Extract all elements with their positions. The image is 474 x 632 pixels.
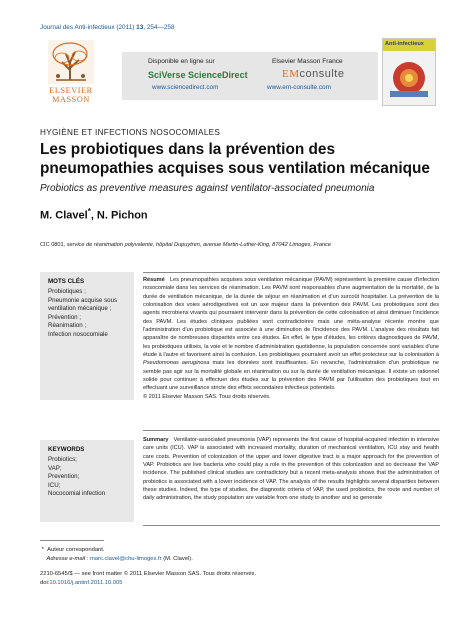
journal-name: Journal des Anti-infectieux (2011) [40,24,135,31]
available-online-text: Disponible en ligne sur [148,58,215,65]
sciverse-brand: SciVerse ScienceDirect [148,70,248,80]
doi-line: doi:10.1016/j.antinf.2011.10.005 [40,579,123,586]
availability-box [122,52,378,100]
abstract-top-rule [143,272,440,273]
abstract-mid-rule [143,430,440,431]
keyword-item: Probiotics; [48,456,77,463]
em-consulte-link[interactable]: www.em-consulte.com [267,84,331,91]
journal-reference [40,24,175,31]
article-title-en: Probiotics as preventive measures against ventilator-associated pneumonia [40,183,375,194]
journal-volume: 13 [136,24,144,31]
abstract-fr [143,276,439,401]
keyword-item: VAP; [48,464,62,472]
abstract-bottom-rule [143,525,440,526]
publisher-header [40,38,436,106]
elsevier-tree-icon [48,40,94,84]
keywords-fr-list [48,288,132,339]
issn-line: 2210-6545/$ — see front matter © 2011 Elsevier Masson SAS. Tous droits réservés. [40,571,257,577]
em-consulte-brand: EMconsulte [282,68,345,80]
keyword-item: Pneumonie acquise sous ventilation mécanique ; [48,296,118,312]
author-list [40,207,148,222]
author-pichon[interactable]: , N. Pichon [90,209,148,222]
elsevier-logo [40,38,102,106]
abstract-fr-body: Les pneumopathies acquises sous ventilation mécanique (PAVM) représentent la première cause d'infection nosocomiale dans les services de réanimation. Les PAVM sont responsables d'une augmentation de la mortalité, de la durée de ventilation mécanique, de la durée de séjour en réanimation et d'un surcoût hospitalier. La prévention de la colonisation des voies aérodigestives est un axe majeur dans la prévention des PAVM. Les probiotiques sont des agents microbiens vivants qui pourraient intervenir dans la prévention de cette colonisation et ainsi diminuer l'incidence des PAVM. Les études cliniques publiées sont contradictoires mais une méta-analyse récente montre que l'administration d'un probiotique est associée à une diminution de l'incidence des PAVM. L'analyse des résultats fait apparaître de nombreuses disparités entre ces études. En effet, le type d'études, les critères diagnostiques de PAVM, les probiotiques utilisés, la voie et le nombre d'administration quotidienne, la population concernée sont variables d'une étude à l'autre et favorisent ainsi la confusion. Les probiotiques pourraient avoir un effet protecteur sur la colonisation à [143,277,439,359]
footnote [40,546,193,563]
section-heading: HYGIÈNE ET INFECTIONS NOSOCOMIALES [40,128,221,137]
abstract-fr-heading: Résumé [143,277,165,283]
doi-link[interactable]: 10.1016/j.antinf.2011.10.005 [49,579,123,586]
cover-illustration-icon [388,57,430,99]
keywords-fr-heading: MOTS CLÉS [48,278,85,285]
footnote-line-2: Adresse e-mail : marc.clavel@chu-limoges.fr (M. Clavel). [46,555,193,562]
author-email-link[interactable]: marc.clavel@chu-limoges.fr [89,555,162,562]
footnote-line-1: * Auteur correspondant. [41,547,105,553]
affiliation: CIC 0801, service de réanimation polyvalente, hôpital Dupuytren, avenue Martin-Luther-King, 87042 Limoges, France [40,242,331,248]
journal-cover [382,38,436,106]
keyword-item: Nococomial infection [48,490,106,497]
keyword-item: Réanimation ; [48,322,87,329]
footnote-rule [40,540,104,541]
article-title-fr: Les probiotiques dans la prévention des pneumopathies acquises sous ventilation mécanique [40,141,430,177]
keywords-en-box [40,440,134,522]
abstract-en [143,436,439,503]
abstract-en-body: Ventilator-associated pneumonia (VAP) represents the first cause of hospital-acquired infection in intensive care units (ICU). VAP is associated with increased mortality, duration of mechanical ventilation, ICU stay and health care costs. Prevention of colonization of the upper and lower digestive tract is a major approach for the prevention of VAP. Probiotics are live bacteria who could play a role in the prevention of this colonization and so decrease the VAP incidence. The published clinical studies are contradictory but a recent meta-analysis shows that the administration of probiotics is associated with a lower incidence of VAP. The analysis of the results highlights several disparities between these studies. Indeed, the type of studies, the diagnostic criteria of VAP, the used probiotics, the route and number of daily administration, the study population are variable from one study to another and so generate [143,437,439,502]
keyword-item: Probiotiques ; [48,288,86,295]
abstract-fr-copyright: © 2011 Elsevier Masson SAS. Tous droits réservés. [143,393,271,400]
em-publisher-text: Elsevier Masson France [272,58,343,65]
keywords-en-list [48,456,132,499]
sciencedirect-link[interactable]: www.sciencedirect.com [152,84,219,91]
journal-pages: , 254—258 [143,24,175,31]
author-clavel[interactable]: M. Clavel [40,209,88,222]
abstract-fr-italic: Pseudomonas aeruginosa [143,360,210,367]
keyword-item: Prévention ; [48,313,82,321]
keywords-en-heading: KEYWORDS [48,446,85,453]
keyword-item: ICU; [48,481,61,489]
keywords-fr-box [40,272,134,400]
elsevier-wordmark: ELSEVIER MASSON [49,86,93,104]
keyword-item: Infection nosocomiale [48,330,108,338]
keyword-item: Prevention; [48,473,80,480]
cover-title: Anti-infectieux [385,41,424,47]
doi-block [40,570,256,587]
abstract-fr-body-end: mais les données sont insuffisantes. En revanche, l'administration d'un probiotique ne semble pas agir sur la mortalité globale en réanimation ou sur la durée de ventilation mécanique. Il existe un rationnel solide pour continuer à effectuer des études sur la prévention des PAVM par l'utilisation des probiotiques tout en effectuant une surveillance stricte des effets secondaires infectieux potentiels. [143,360,440,392]
corresponding-marker: * [87,207,91,216]
abstract-en-heading: Summary [143,437,169,443]
